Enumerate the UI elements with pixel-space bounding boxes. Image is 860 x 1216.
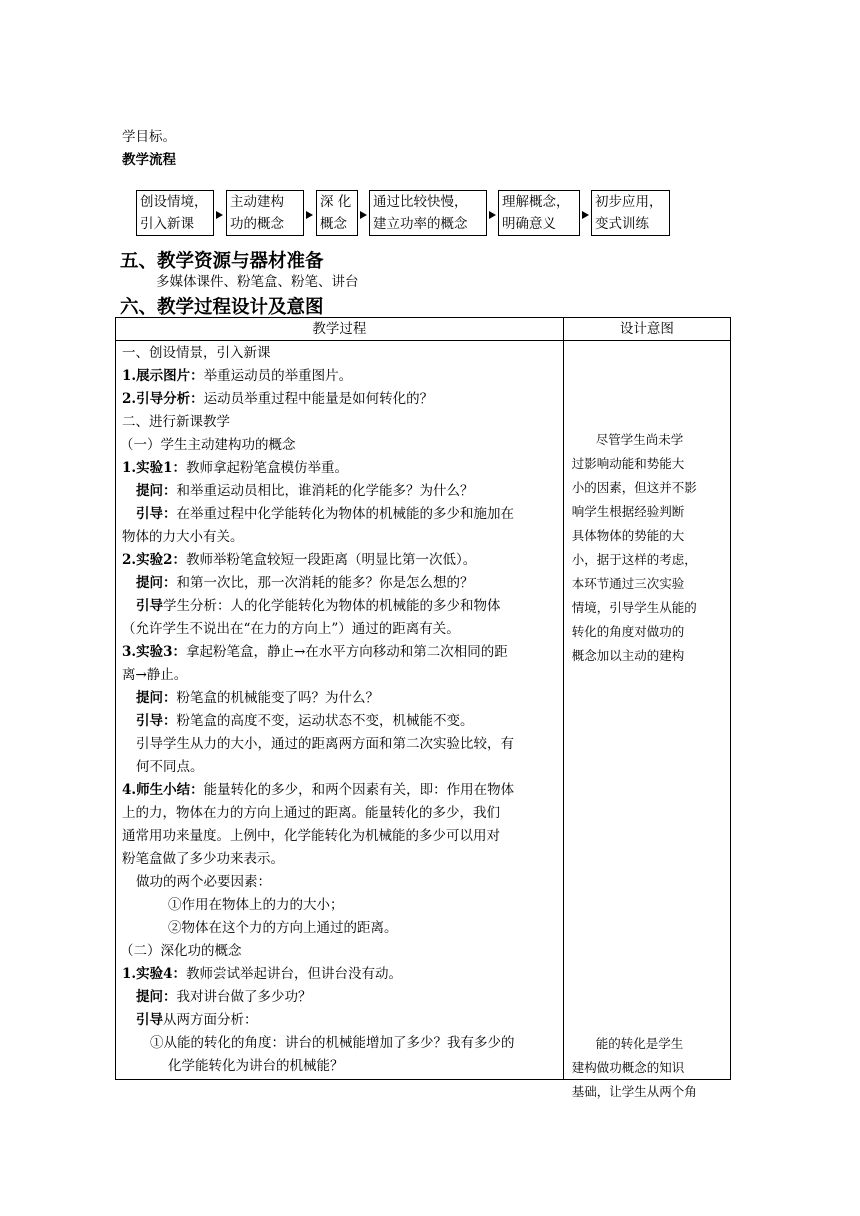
- process-line-text: 运动员举重过程中能量是如何转化的？: [203, 391, 434, 407]
- flow-step-2-line2: 功的概念: [230, 216, 284, 232]
- process-line-text: 做功的两个必要因素：: [136, 874, 271, 890]
- process-line: [122, 666, 187, 684]
- intent-line: 建构做功概念的知识: [571, 1060, 685, 1075]
- intent-line: 能的转化是学生: [595, 1036, 684, 1051]
- section5-title: 五、教学资源与器材准备: [120, 251, 324, 272]
- process-line-text: 我对讲台做了多少功？: [176, 989, 312, 1005]
- process-line-text: 何不同点。: [136, 759, 204, 775]
- flow-step-1-line2: 引入新课: [140, 216, 194, 232]
- process-line: [122, 528, 244, 546]
- process-line: [122, 344, 271, 362]
- process-line: [136, 712, 474, 730]
- process-line-label: 提问：: [136, 690, 177, 706]
- process-line-text: 粉笔盒的机械能变了吗？为什么？: [176, 690, 379, 706]
- process-line-text: ①从能的转化的角度：讲台的机械能增加了多少？我有多少的: [150, 1035, 515, 1051]
- process-line-text: 粉笔盒的高度不变，运动状态不变，机械能不变。: [176, 713, 474, 729]
- process-line: [136, 597, 501, 615]
- flow-step-5-line2: 明确意义: [502, 216, 556, 232]
- process-line-text: ①作用在物体上的力的大小；: [168, 897, 344, 913]
- flow-step-6-line2: 变式训练: [595, 216, 649, 232]
- process-line-text: （允许学生不说出在“在力的方向上”）通过的距离有关。: [122, 621, 460, 637]
- flow-step-3-line2: 概念: [320, 216, 347, 232]
- process-line: [122, 620, 460, 638]
- flow-heading: 教学流程: [122, 152, 176, 168]
- process-line: [136, 689, 379, 707]
- intent-line: 转化的角度对做功的: [571, 624, 685, 639]
- process-line: [120, 942, 242, 960]
- flow-arrow-icon: [489, 211, 496, 219]
- intent-line: 尽管学生尚未学: [595, 432, 684, 447]
- process-line: [136, 505, 514, 523]
- flow-step-2: [226, 190, 304, 236]
- flow-step-4: [369, 190, 487, 236]
- flow-step-6: [591, 190, 670, 236]
- flow-step-5: [498, 190, 580, 236]
- process-line-text: 一、创设情景，引入新课: [122, 345, 271, 361]
- flow-arrow-icon: [306, 211, 313, 219]
- process-line-text: 学生分析：人的化学能转化为物体的机械能的多少和物体: [163, 598, 501, 614]
- process-line: [136, 1011, 258, 1029]
- process-line: [122, 965, 402, 983]
- process-line-text: 教师拿起粉笔盒模仿举重。: [186, 460, 348, 476]
- flow-step-1: [136, 190, 214, 236]
- intent-line: 小，据于这样的考虑，: [571, 552, 697, 567]
- process-line-label: 引导: [136, 1012, 163, 1028]
- process-line-text: 从两方面分析：: [163, 1012, 258, 1028]
- process-line-text: 和举重运动员相比，谁消耗的化学能多？为什么？: [176, 483, 474, 499]
- process-table: [115, 317, 731, 1099]
- process-line-text: 教师举粉笔盒较短一段距离（明显比第一次低）。: [186, 552, 477, 568]
- process-line: [122, 804, 500, 822]
- process-line-label: 引导: [136, 598, 163, 614]
- process-line: [168, 1057, 344, 1075]
- process-line-label: 提问：: [136, 575, 177, 591]
- table-header-process: 教学过程: [116, 318, 564, 341]
- process-line: [136, 574, 474, 592]
- process-line-label: 2.引导分析：: [122, 391, 204, 407]
- process-line-label: 提问：: [136, 989, 177, 1005]
- flow-step-6-line1: 初步应用，: [595, 194, 663, 210]
- process-line: [122, 551, 476, 569]
- flow-step-5-line1: 理解概念，: [502, 194, 570, 210]
- process-line-text: 离→静止。: [122, 667, 188, 683]
- process-line-text: 和第一次比，那一次消耗的能多？你是怎么想的？: [176, 575, 474, 591]
- process-line-text: 化学能转化为讲台的机械能？: [168, 1058, 344, 1074]
- process-line: [122, 781, 514, 799]
- table-header-intent: 设计意图: [563, 318, 730, 341]
- process-line: [136, 988, 312, 1006]
- flow-arrow-icon: [582, 211, 589, 219]
- process-line: [168, 919, 398, 937]
- process-line: [136, 873, 271, 891]
- intent-line: 过影响动能和势能大: [571, 456, 685, 471]
- process-line-text: （一）学生主动建构功的概念: [120, 437, 296, 453]
- process-line-text: （二）深化功的概念: [120, 943, 242, 959]
- process-line: [122, 413, 230, 431]
- intent-cell: [563, 341, 730, 1099]
- flow-step-2-line1: 主动建构: [230, 194, 284, 210]
- flow-step-3: [316, 190, 358, 236]
- process-line-text: 举重运动员的举重图片。: [203, 368, 353, 384]
- process-line-label: 1.实验1：: [122, 460, 186, 476]
- process-line-text: 拿起粉笔盒，静止→在水平方向移动和第二次相同的距: [186, 644, 508, 660]
- flow-arrow-icon: [216, 211, 223, 219]
- process-line: [122, 850, 284, 868]
- flow-step-4-line1: 通过比较快慢，: [373, 194, 468, 210]
- process-line: [122, 367, 352, 385]
- intent-line: 响学生根据经验判断: [571, 504, 685, 519]
- intent-line: 本环节通过三次实验: [571, 576, 685, 591]
- process-line-text: ②物体在这个力的方向上通过的距离。: [168, 920, 398, 936]
- process-line-label: 4.师生小结：: [122, 782, 204, 798]
- process-line-text: 二、进行新课教学: [122, 414, 230, 430]
- intro-line: 学目标。: [122, 129, 176, 145]
- process-line: [168, 896, 344, 914]
- process-line-label: 2.实验2：: [122, 552, 186, 568]
- process-line-label: 1.实验4：: [122, 966, 186, 982]
- section6-title: 六、教学过程设计及意图: [120, 297, 324, 318]
- process-line: [120, 436, 296, 454]
- process-line-text: 教师尝试举起讲台，但讲台没有动。: [186, 966, 402, 982]
- process-line-text: 粉笔盒做了多少功来表示。: [122, 851, 284, 867]
- process-cell: [116, 341, 564, 1080]
- process-line: [136, 482, 474, 500]
- process-line: [122, 827, 500, 845]
- process-line: [122, 459, 348, 477]
- flow-step-3-line1: 深 化: [320, 194, 352, 210]
- process-line-text: 引导学生从力的大小，通过的距离两方面和第二次实验比较，有: [136, 736, 514, 752]
- intent-line: 小的因素，但这并不影: [571, 480, 697, 495]
- process-line-text: 上的力，物体在力的方向上通过的距离。能量转化的多少，我们: [122, 805, 500, 821]
- process-line-text: 通常用功来量度。上例中，化学能转化为机械能的多少可以用对: [122, 828, 500, 844]
- process-line-label: 1.展示图片：: [122, 368, 204, 384]
- process-line-text: 物体的力大小有关。: [122, 529, 244, 545]
- process-line-text: 能量转化的多少，和两个因素有关，即：作用在物体: [203, 782, 515, 798]
- process-line: [122, 643, 508, 661]
- process-line: [122, 390, 433, 408]
- process-line-label: 引导：: [136, 713, 177, 729]
- process-line-label: 引导：: [136, 506, 177, 522]
- intent-line: 具体物体的势能的大: [571, 528, 685, 543]
- process-line-label: 提问：: [136, 483, 177, 499]
- process-line: [150, 1034, 515, 1052]
- process-line-label: 3.实验3：: [122, 644, 186, 660]
- flow-step-4-line2: 建立功率的概念: [373, 216, 468, 232]
- flow-arrow-icon: [360, 211, 367, 219]
- intent-line: 基础，让学生从两个角: [571, 1084, 697, 1099]
- intent-line: 情境，引导学生从能的: [571, 600, 697, 615]
- process-line: [136, 758, 204, 776]
- process-line-text: 在举重过程中化学能转化为物体的机械能的多少和施加在: [176, 506, 514, 522]
- process-line: [136, 735, 514, 753]
- intent-line: 概念加以主动的建构: [571, 648, 685, 663]
- section5-body: 多媒体课件、粉笔盒、粉笔、讲台: [156, 274, 359, 290]
- flow-step-1-line1: 创设情境，: [140, 194, 208, 210]
